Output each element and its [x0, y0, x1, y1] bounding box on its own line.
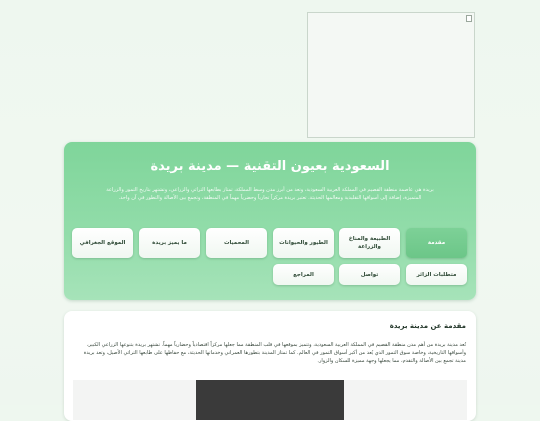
hero-description: بريدة هي عاصمة منطقة القصيم في المملكة العربية السعودية، وتعد من أبرز مدن وسط المملكة، تمتاز بطابعها التراثي والزراعي، وتشتهر بتاريخ التمور والزراعة المتميزة، إضافة إلى أسواقها التقليدية ومعالمها الحديثة. تعتبر بريدة مركزاً تجارياً وحضرياً مهماً في المنطقة، وتجمع بين الأصالة والتطور في آن واحد.: [106, 187, 434, 202]
nav-references-button[interactable]: المراجع: [273, 264, 334, 285]
page-title: السعودية بعيون التقنية — مدينة بريدة: [150, 159, 390, 174]
section-body: تُعد مدينة بريدة من أهم مدن منطقة القصيم في المملكة العربية السعودية، وتتميز بموقعها في قلب المنطقة مما جعلها مركزاً اقتصادياً وحضارياً مهماً. تشتهر بريدة بتنوعها الزراعي الكبير، وأسواقها التاريخية، وخاصة سوق التمور الذي يُعد من أكبر أسواق التمور في العالم. كما تمتاز المدينة بتطورها العمراني وخدماتها الحديثة، مع حفاظها على طابعها التراثي الأصيل، وتعد بريدة مدينة تجمع بين الأصالة والتقدم، مما يجعلها وجهة مميزة للسكان والزوار.: [83, 342, 466, 365]
image-gallery: [73, 380, 467, 420]
nav-birds-animals-button[interactable]: الطيور والحيوانات: [273, 228, 334, 258]
nav-buraidah-features-button[interactable]: ما يميز بريدة: [139, 228, 200, 258]
nav-nature-climate-agriculture-button[interactable]: الطبيعة والمناخ والزراعة: [339, 228, 400, 258]
gallery-image-right: [344, 380, 467, 420]
nav-reserves-button[interactable]: المحميات: [206, 228, 267, 258]
nav-visitor-requirements-button[interactable]: متطلبات الزائر: [406, 264, 467, 285]
nav-intro-button[interactable]: مقدمة: [406, 228, 467, 258]
gallery-image-left: [73, 380, 196, 420]
nav-geographic-location-button[interactable]: الموقع الجغرافي: [72, 228, 133, 258]
broken-image-icon: [466, 15, 472, 22]
nav-contact-button[interactable]: تواصل: [339, 264, 400, 285]
hero-banner: [64, 142, 476, 300]
gallery-image-center: [196, 380, 344, 420]
section-title: مقدمة عن مدينة بريدة: [389, 322, 466, 330]
header-image: [307, 12, 475, 138]
